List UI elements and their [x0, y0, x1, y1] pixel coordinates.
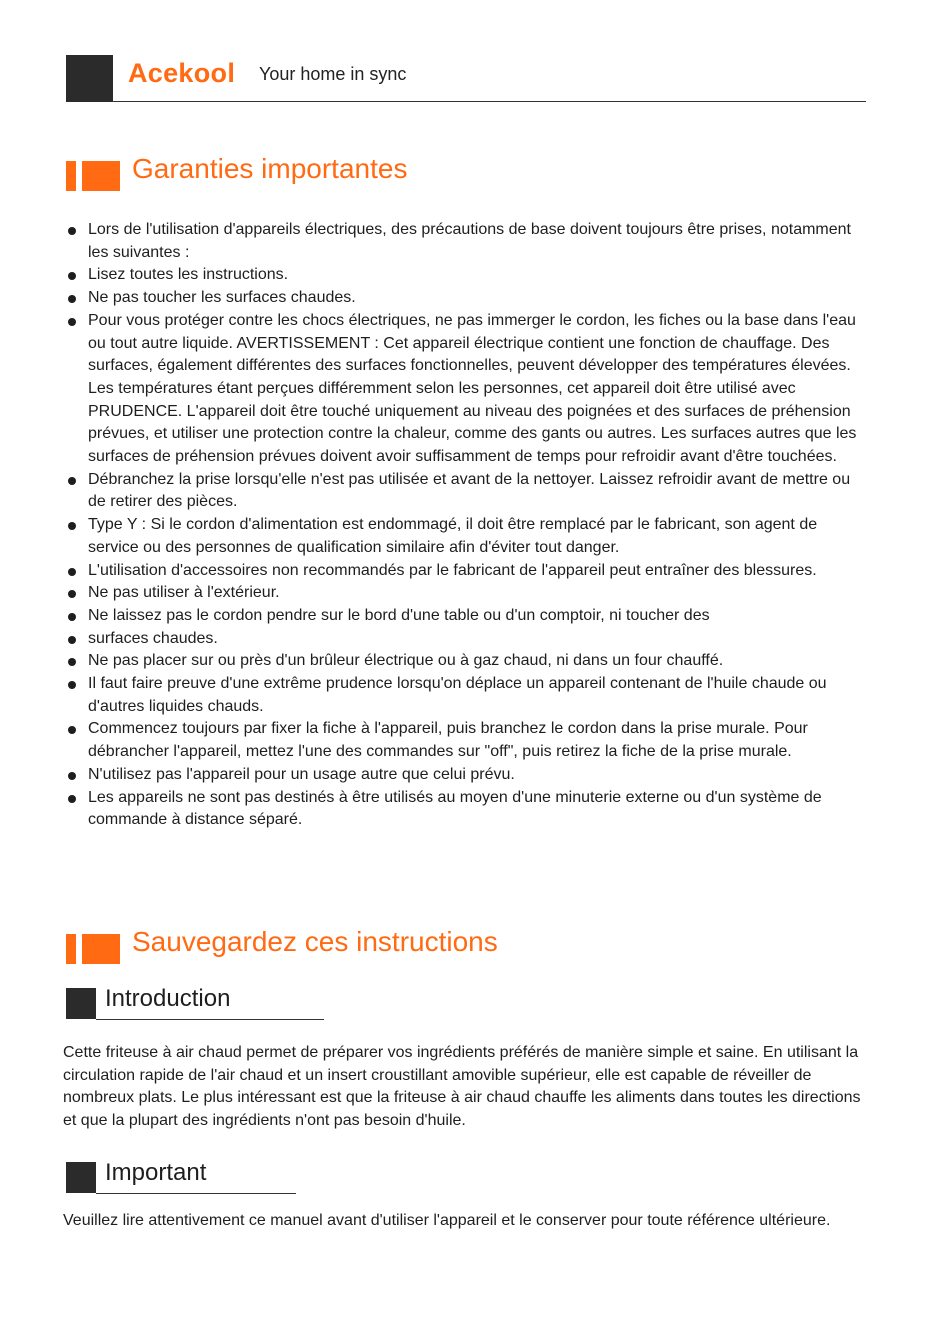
list-item: N'utilisez pas l'appareil pour un usage autre que celui prévu.	[66, 764, 871, 787]
brand-logo: Acekool	[128, 58, 236, 88]
subheader-marker	[66, 1162, 96, 1193]
section-marker-large	[82, 161, 120, 191]
list-item: Les appareils ne sont pas destinés à être utilisés au moyen d'une minuterie externe ou d'un système de commande à distance séparé.	[66, 787, 871, 832]
list-item: Lisez toutes les instructions.	[66, 264, 871, 287]
section-marker-small	[66, 934, 76, 964]
important-text: Veuillez lire attentivement ce manuel avant d'utiliser l'appareil et le conserver pour toute référence ultérieure.	[63, 1212, 831, 1229]
list-item: Ne laissez pas le cordon pendre sur le bord d'une table ou d'un comptoir, ni toucher des	[66, 605, 871, 628]
list-item: Ne pas toucher les surfaces chaudes.	[66, 287, 871, 310]
header-rule	[113, 101, 866, 102]
subheader-title: Introduction	[105, 985, 231, 1012]
introduction-text: Cette friteuse à air chaud permet de préparer vos ingrédients préférés de manière simple et saine. En utilisant la circulation rapide de l'air chaud et un insert croustillant amovible supérieur, elle est capable de réveiller de nombreux plats. Le plus intéressant est que la friteuse à air chaud chauffe les aliments dans toutes les directions et que la plupart des ingrédients n'ont pas besoin d'huile.	[63, 1044, 861, 1130]
subheader-underline	[96, 1019, 324, 1020]
section-title: Garanties importantes	[132, 153, 408, 184]
list-item: Commencez toujours par fixer la fiche à l'appareil, puis branchez le cordon dans la prise murale. Pour débrancher l'appareil, mettez l'une des commandes sur "off", puis retirez la fiche de la prise murale.	[66, 718, 871, 763]
list-item: Ne pas placer sur ou près d'un brûleur électrique ou à gaz chaud, ni dans un four chauffé.	[66, 650, 871, 673]
brand-tagline: Your home in sync	[259, 64, 407, 84]
list-item: Pour vous protéger contre les chocs électriques, ne pas immerger le cordon, les fiches ou la base dans l'eau ou tout autre liquide. AVERTISSEMENT : Cet appareil électrique contient une fonction de chauffage. Des surfaces, également différentes des surfaces fonctionnelles, peuvent développer des températures élevées. Les températures étant perçues différemment selon les personnes, cet appareil doit être utilisé avec PRUDENCE. L'appareil doit être touché uniquement au niveau des poignées et des surfaces de préhension prévues, et utiliser une protection contre la chaleur, comme des gants ou autres. Les surfaces autres que les surfaces de préhension prévues doivent avoir suffisamment de temps pour refroidir avant d'être touchées.	[66, 310, 871, 469]
section-title: Sauvegardez ces instructions	[132, 926, 498, 957]
list-item: L'utilisation d'accessoires non recommandés par le fabricant de l'appareil peut entraîner des blessures.	[66, 560, 871, 583]
header-block	[66, 55, 113, 102]
list-item: Débranchez la prise lorsqu'elle n'est pas utilisée et avant de la nettoyer. Laissez refroidir avant de mettre ou de retirer des pièces.	[66, 469, 871, 514]
list-item: Ne pas utiliser à l'extérieur.	[66, 582, 871, 605]
list-item: surfaces chaudes.	[66, 628, 871, 651]
subheader-title: Important	[105, 1159, 207, 1186]
section-marker-small	[66, 161, 76, 191]
subheader-marker	[66, 988, 96, 1019]
safety-list	[66, 219, 871, 832]
list-item: Lors de l'utilisation d'appareils électriques, des précautions de base doivent toujours être prises, notamment les suivantes :	[66, 219, 871, 264]
list-item: Type Y : Si le cordon d'alimentation est endommagé, il doit être remplacé par le fabricant, son agent de service ou des personnes de qualification similaire afin d'éviter tout danger.	[66, 514, 871, 559]
section-marker-large	[82, 934, 120, 964]
list-item: Il faut faire preuve d'une extrême prudence lorsqu'on déplace un appareil contenant de l'huile chaude ou d'autres liquides chauds.	[66, 673, 871, 718]
subheader-underline	[96, 1193, 296, 1194]
